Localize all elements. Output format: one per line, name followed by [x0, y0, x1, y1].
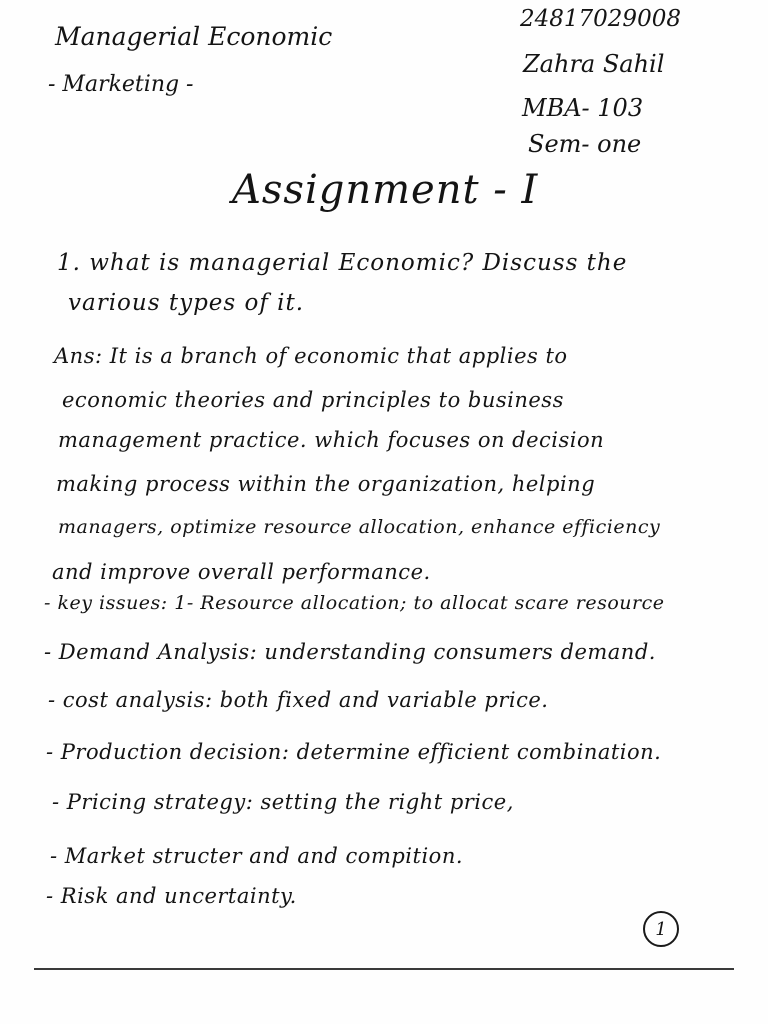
assignment-title: Assignment - I: [232, 167, 539, 213]
course-topic: - Marketing -: [48, 72, 194, 97]
bullet-item: - Pricing strategy: setting the right price,: [52, 790, 514, 814]
page-number-circle: [643, 911, 679, 947]
question-line-2: various types of it.: [68, 290, 305, 316]
student-name: Zahra Sahil: [523, 50, 665, 78]
bullet-item: - key issues: 1- Resource allocation; to allocat scare resource: [44, 592, 665, 614]
answer-line: making process within the organization, helping: [56, 472, 596, 496]
answer-line: and improve overall performance.: [52, 560, 431, 584]
bullet-item: - Production decision: determine efficient combination.: [46, 740, 662, 764]
program-code: MBA- 103: [522, 94, 644, 122]
bullet-item: - Risk and uncertainty.: [46, 884, 297, 908]
answer-line: management practice. which focuses on decision: [58, 428, 605, 452]
course-title: Managerial Economic: [55, 22, 333, 51]
bullet-item: - Market structer and and compition.: [50, 844, 464, 868]
student-id: 24817029008: [520, 6, 681, 32]
bullet-item: - cost analysis: both fixed and variable price.: [48, 688, 549, 712]
answer-line: managers, optimize resource allocation, enhance efficiency: [58, 516, 661, 538]
paper-bottom-edge: [34, 968, 734, 970]
page-number: 1: [655, 918, 667, 940]
bullet-item: - Demand Analysis: understanding consumers demand.: [44, 640, 656, 664]
question-line-1: 1. what is managerial Economic? Discuss the: [57, 250, 628, 276]
semester: Sem- one: [528, 130, 642, 158]
answer-line: Ans: It is a branch of economic that applies to: [54, 344, 568, 368]
answer-line: economic theories and principles to business: [62, 388, 564, 412]
